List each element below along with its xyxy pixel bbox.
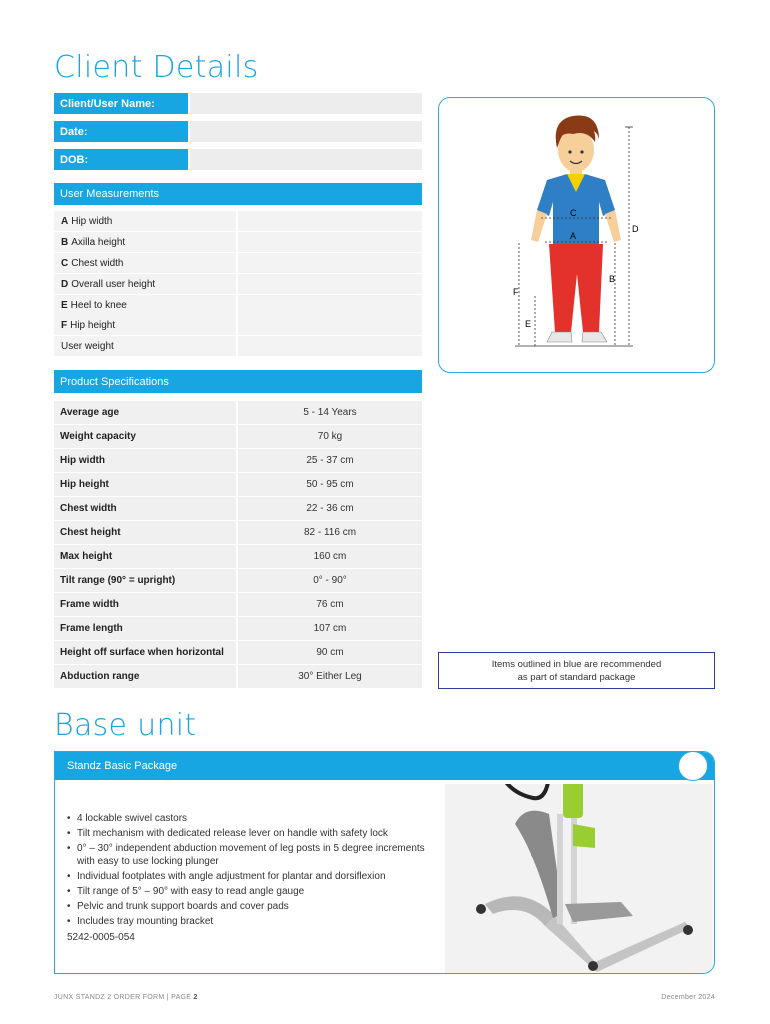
measurement-letter: E	[61, 299, 68, 311]
footer-date: December 2024	[661, 994, 715, 1001]
spec-value: 76 cm	[238, 593, 422, 616]
diagram-label-f: F	[513, 287, 519, 297]
measurement-input-c[interactable]	[238, 253, 422, 273]
spec-value: 50 - 95 cm	[238, 473, 422, 496]
measurement-label: Hip width	[71, 215, 113, 227]
spec-value: 82 - 116 cm	[238, 521, 422, 544]
measurement-letter: B	[61, 236, 69, 248]
measurement-label: Hip height	[70, 319, 116, 331]
measurements-header: User Measurements	[54, 183, 422, 205]
bullet-item: • Individual footplates with angle adjustment for plantar and dorsiflexion	[65, 870, 435, 883]
package-selector-circle[interactable]	[678, 751, 708, 781]
date-field[interactable]	[190, 121, 422, 142]
spec-label: Abduction range	[54, 665, 236, 688]
measurement-row-b	[54, 232, 422, 252]
client-name-field[interactable]	[190, 93, 422, 114]
measurement-row-weight	[54, 336, 422, 356]
measurement-row-a	[54, 211, 422, 231]
measurement-row-f	[54, 315, 422, 335]
diagram-label-c: C	[570, 208, 577, 218]
footer-page-number: 2	[193, 994, 198, 1001]
measurement-input-weight[interactable]	[238, 336, 422, 356]
product-image	[445, 784, 713, 974]
spec-row	[54, 640, 422, 664]
measurement-diagram-frame	[438, 97, 715, 373]
base-unit-title: Base unit	[54, 708, 197, 743]
spec-row	[54, 568, 422, 592]
spec-label: Frame width	[54, 593, 236, 616]
spec-row	[54, 496, 422, 520]
measurement-letter: C	[61, 257, 69, 269]
spec-label: Max height	[54, 545, 236, 568]
spec-label: Height off surface when horizontal	[54, 641, 236, 664]
measurement-letter: F	[61, 319, 68, 331]
spec-value: 0° - 90°	[238, 569, 422, 592]
recommendation-note	[438, 652, 715, 689]
note-line-1: Items outlined in blue are recommended	[491, 659, 662, 670]
specifications-header: Product Specifications	[54, 370, 422, 393]
spec-label: Frame length	[54, 617, 236, 640]
bullet-item: • 4 lockable swivel castors	[65, 812, 435, 825]
measurement-label: Axilla height	[71, 236, 126, 248]
measurement-label: Chest width	[71, 257, 124, 269]
spec-row	[54, 664, 422, 688]
measurement-row-e	[54, 295, 422, 315]
footer-left	[54, 994, 198, 1001]
spec-row	[54, 544, 422, 568]
measurement-letter: A	[61, 215, 69, 227]
diagram-label-d: D	[632, 224, 639, 234]
date-label: Date:	[54, 121, 188, 142]
package-bullet-list	[65, 812, 435, 943]
spec-label: Hip width	[54, 449, 236, 472]
spec-row	[54, 424, 422, 448]
measurement-label: Overall user height	[71, 278, 156, 290]
package-header: Standz Basic Package	[55, 752, 714, 780]
spec-label: Chest height	[54, 521, 236, 544]
note-line-2: as part of standard package	[517, 672, 636, 683]
measurement-input-e[interactable]	[238, 295, 422, 315]
bullet-item: • 0° – 30° independent abduction movement of leg posts in 5 degree increments with easy to use locking plunger	[65, 842, 435, 868]
spec-row	[54, 616, 422, 640]
measurement-label: Heel to knee	[70, 299, 127, 311]
spec-value: 25 - 37 cm	[238, 449, 422, 472]
page-title: Client Details	[54, 50, 259, 85]
bullet-item: • Tilt mechanism with dedicated release lever on handle with safety lock	[65, 827, 435, 840]
diagram-label-b: B	[609, 274, 616, 284]
part-number: 5242-0005-054	[67, 932, 135, 943]
client-name-label: Client/User Name:	[54, 93, 188, 114]
spec-label: Hip height	[54, 473, 236, 496]
trousers-shape	[549, 244, 603, 332]
dob-field[interactable]	[190, 149, 422, 170]
spec-value: 107 cm	[238, 617, 422, 640]
measurement-input-a[interactable]	[238, 211, 422, 231]
stander-illustration	[445, 784, 713, 974]
spec-row	[54, 472, 422, 496]
diagram-label-e: E	[525, 319, 532, 329]
footer-title: JUNX STANDZ 2 ORDER FORM | PAGE	[54, 994, 192, 1001]
spec-value: 160 cm	[238, 545, 422, 568]
spec-value: 70 kg	[238, 425, 422, 448]
diagram-label-a: A	[570, 231, 577, 241]
spec-row	[54, 520, 422, 544]
bullet-item: • Tilt range of 5° – 90° with easy to read angle gauge	[65, 885, 435, 898]
bullet-item: • Includes tray mounting bracket	[65, 915, 435, 928]
spec-row	[54, 448, 422, 472]
spec-label: Tilt range (90° = upright)	[54, 569, 236, 592]
measurement-input-d[interactable]	[238, 274, 422, 294]
measurement-label: User weight	[61, 340, 114, 352]
spec-value: 5 - 14 Years	[238, 401, 422, 424]
spec-label: Weight capacity	[54, 425, 236, 448]
measurement-row-d	[54, 274, 422, 294]
measurement-input-b[interactable]	[238, 232, 422, 252]
spec-row	[54, 400, 422, 424]
spec-row	[54, 592, 422, 616]
measurement-letter: D	[61, 278, 69, 290]
child-measurement-diagram	[439, 98, 713, 371]
base-package-panel	[54, 751, 715, 974]
spec-value: 30° Either Leg	[238, 665, 422, 688]
measurement-row-c	[54, 253, 422, 273]
spec-value: 22 - 36 cm	[238, 497, 422, 520]
spec-value: 90 cm	[238, 641, 422, 664]
spec-label: Chest width	[54, 497, 236, 520]
bullet-item: • Pelvic and trunk support boards and cover pads	[65, 900, 435, 913]
spec-label: Average age	[54, 401, 236, 424]
dob-label: DOB:	[54, 149, 188, 170]
measurement-input-f[interactable]	[238, 315, 422, 335]
